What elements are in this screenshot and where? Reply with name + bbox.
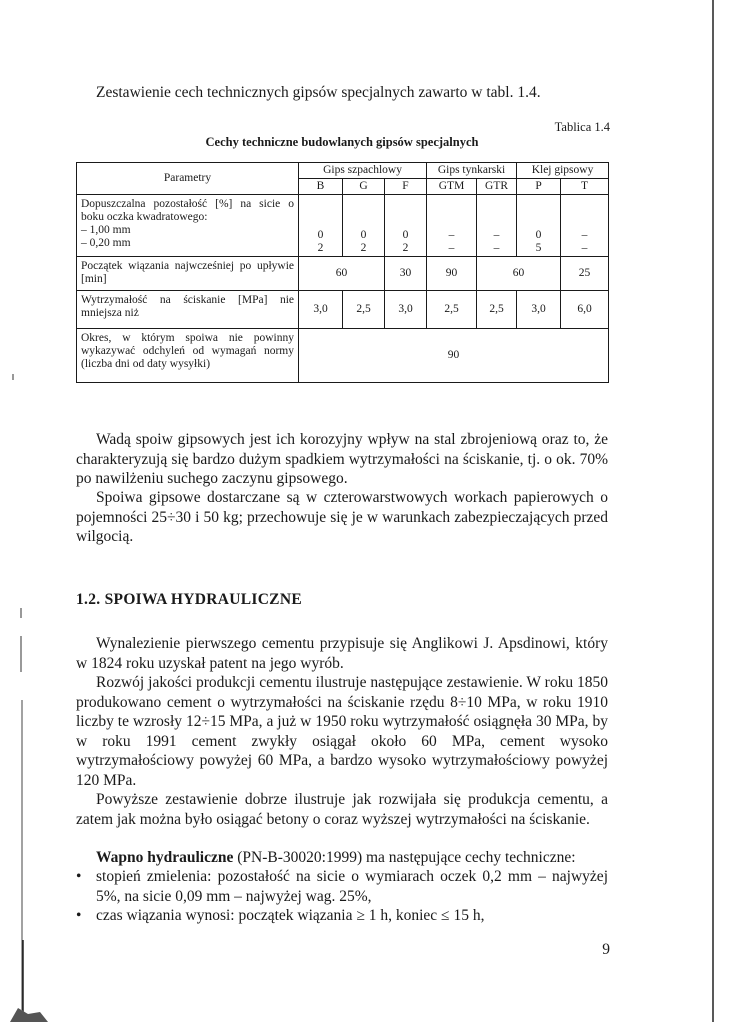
paragraph: Powyższe zestawienie dobrze ilustruje jak rozwijała się produkcja cementu, a zatem jak można było osiągać betony o coraz wyższej wytrzymałości na ściskanie. — [76, 791, 608, 828]
cell-value: 0 — [317, 229, 324, 241]
row-label-line: – 1,00 mm — [81, 224, 131, 236]
subheader-cell: B — [299, 179, 343, 195]
paragraph: Spoiwa gipsowe dostarczane są w czterowarstwowych workach papierowych o pojemności 25÷30 i 50 kg; przechowuje się je w warunkach zabezpieczających przed wilgocią. — [76, 489, 608, 545]
row-label-line: – 0,20 mm — [81, 237, 131, 249]
row-label: Okres, w którym spoiwa nie powinny wykazywać odchyleń od wymagań normy (liczba dni od daty wysyłki) — [77, 329, 299, 383]
row-label-text: Dopuszczalna pozostałość [%] na sicie o boku oczka kwadratowego: — [81, 198, 294, 223]
cell-value: – — [448, 229, 455, 241]
cell-value: 2 — [317, 242, 324, 254]
list-item — [76, 906, 608, 926]
cell-value: – — [493, 242, 500, 254]
table-row — [77, 195, 609, 257]
cell-value: 2 — [360, 242, 367, 254]
cell-value: – — [448, 242, 455, 254]
cell-value: 0 — [535, 229, 542, 241]
term-rest: (PN-B-30020:1999) ma następujące cechy techniczne: — [233, 849, 576, 866]
subheader-cell: T — [561, 179, 609, 195]
table-cell: 2,5 — [343, 291, 385, 329]
group-header: Gips szpachlowy — [299, 163, 427, 179]
group-header: Klej gipsowy — [517, 163, 609, 179]
table-cell: 2,5 — [427, 291, 477, 329]
table-cell: 3,0 — [299, 291, 343, 329]
paragraph — [76, 848, 608, 868]
table-number: Tablica 1.4 — [554, 120, 610, 134]
row-label: Początek wiązania najwcześniej po upływie [min] — [77, 257, 299, 291]
table-cell — [477, 195, 517, 257]
table-cell: 3,0 — [517, 291, 561, 329]
table-cell — [517, 195, 561, 257]
section-heading: 1.2. SPOIWA HYDRAULICZNE — [76, 591, 302, 608]
subheader-cell: P — [517, 179, 561, 195]
table-cell: 25 — [561, 257, 609, 291]
table-cell: 30 — [385, 257, 427, 291]
table-cell — [427, 195, 477, 257]
paragraph: Rozwój jakości produkcji cementu ilustruje następujące zestawienie. W roku 1850 produkowano cement o wytrzymałości na ściskanie rzędu 8÷10 MPa, w roku 1910 liczby te wzrosły 12÷15 MPa, a już w 1950 roku wytrzymałość osiągnęła 30 MPa, by w roku 1991 cement zwykły osiągał około 60 MPa, cement wysoko wytrzymałościowy powyżej 60 MPa, a bardzo wysoko wytrzymałościowy powyżej 120 MPa. — [76, 674, 608, 789]
table-title: Cechy techniczne budowlanych gipsów specjalnych — [205, 135, 479, 149]
properties-table — [76, 162, 609, 383]
cell-value: 5 — [535, 242, 542, 254]
cell-value: 2 — [402, 242, 409, 254]
list-item — [76, 867, 608, 906]
cell-value: – — [493, 229, 500, 241]
list-item-text: czas wiązania wynosi: początek wiązania ≥ 1 h, koniec ≤ 15 h, — [96, 907, 485, 924]
bullet-icon: • — [76, 907, 82, 924]
row-label: Wytrzymałość na ściskanie [MPa] nie mniejsza niż — [77, 291, 299, 329]
table-cell: 3,0 — [385, 291, 427, 329]
table-cell — [343, 195, 385, 257]
paragraph: Wadą spoiw gipsowych jest ich korozyjny wpływ na stal zbrojeniową oraz to, że charakteryzują się bardzo dużym spadkiem wytrzymałości na ściskanie, tj. o ok. 70% po nawilżeniu suchego zaczynu gipsowego. — [76, 431, 608, 487]
table-cell: 2,5 — [477, 291, 517, 329]
cell-value: 0 — [402, 229, 409, 241]
row-label — [77, 195, 299, 257]
table-cell: 60 — [477, 257, 561, 291]
cell-value: – — [581, 229, 588, 241]
table-cell: 90 — [427, 257, 477, 291]
term-bold: Wapno hydrauliczne — [96, 849, 234, 866]
group-header: Gips tynkarski — [427, 163, 517, 179]
table-cell: 6,0 — [561, 291, 609, 329]
subheader-cell: G — [343, 179, 385, 195]
page-number: 9 — [602, 941, 610, 958]
cell-value: 0 — [360, 229, 367, 241]
table-cell — [385, 195, 427, 257]
subheader-cell: GTM — [427, 179, 477, 195]
table-cell: 90 — [299, 329, 609, 383]
subheader-cell: GTR — [477, 179, 517, 195]
table-cell: 60 — [299, 257, 385, 291]
subheader-cell: F — [385, 179, 427, 195]
bullet-icon: • — [76, 868, 82, 885]
table-row — [77, 291, 609, 329]
table-row — [77, 329, 609, 383]
intro-sentence: Zestawienie cech technicznych gipsów specjalnych zawarto w tabl. 1.4. — [96, 84, 541, 101]
cell-value: – — [581, 242, 588, 254]
table-header-row — [77, 163, 609, 179]
table-cell — [561, 195, 609, 257]
table-cell — [299, 195, 343, 257]
list-item-text: stopień zmielenia: pozostałość na sicie o wymiarach oczek 0,2 mm – najwyżej 5%, na sicie 0,09 mm – najwyżej wag. 25%, — [96, 868, 608, 905]
paragraph: Wynalezienie pierwszego cementu przypisuje się Anglikowi J. Apsdinowi, który w 1824 roku uzyskał patent na jego wyrób. — [76, 635, 608, 672]
table-row — [77, 257, 609, 291]
param-header: Parametry — [77, 163, 299, 195]
